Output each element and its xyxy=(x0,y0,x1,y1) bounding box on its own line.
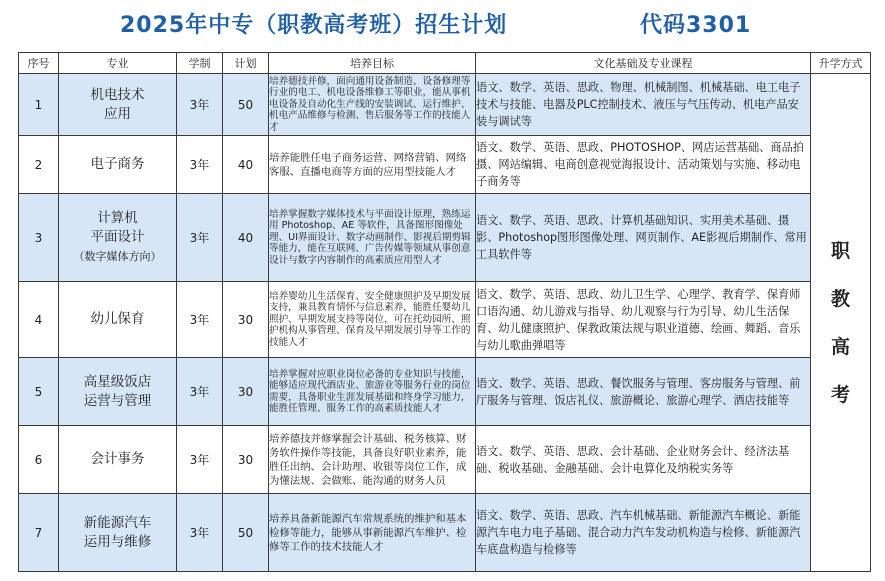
seq-cell: 7 xyxy=(19,494,59,572)
years-cell: 3年 xyxy=(177,194,223,282)
years-cell: 3年 xyxy=(177,136,223,194)
years-cell: 3年 xyxy=(177,282,223,358)
courses-cell: 语文、数学、英语、思政、计算机基础知识、实用美术基础、摄影、Photoshop图形图像处理、网页制作、AE影视后期制作、常用工具软件等 xyxy=(476,194,811,282)
seq-cell: 5 xyxy=(19,358,59,426)
major-name-line: 计算机 xyxy=(97,210,138,226)
major-name-line: 新能源汽车 xyxy=(83,514,152,531)
courses-cell: 语文、数学、英语、思政、物理、机械制图、机械基础、电工电子技术与技能、电器及PLC控制技术、液压与气压传动、机电产品安装与调试等 xyxy=(476,74,811,136)
major-name-line: 会计事务 xyxy=(90,451,145,467)
goal-cell: 培养具备新能源汽车常规系统的维护和基本检修等能力，能够从事新能源汽车维护、检修等工作的技术技能人才 xyxy=(269,494,476,572)
table-row xyxy=(19,494,871,572)
seq-cell: 6 xyxy=(19,426,59,494)
goal-cell: 培养掌握对应职业岗位必备的专业知识与技能，能够适应现代酒店业、旅游业等服务行业的岗位需要，具备职业生涯发展基础和终身学习能力，能胜任管理、服务工作的高素质技能人才 xyxy=(269,358,476,426)
table-row xyxy=(19,136,871,194)
major-name-line: 幼儿保育 xyxy=(90,311,145,327)
years-cell: 3年 xyxy=(177,494,223,572)
page-title: 2025年中专（职教高考班）招生计划 xyxy=(120,13,508,38)
col-header-years: 学制 xyxy=(177,53,223,74)
goal-cell: 培养掌握数字媒体技术与平面设计原理，熟练运用 Photoshop、AE 等软件，具备图形图像处理、UI界面设计、数字动画制作、影视后期剪辑等能力，能在互联网、广告传媒等领域从事创意设计与数字内容制作的高素质应用型人才 xyxy=(269,194,476,282)
table-row xyxy=(19,358,871,426)
col-header-path: 升学方式 xyxy=(811,53,871,74)
courses-cell: 语文、数学、英语、思政、幼儿卫生学、心理学、教育学、保育师口语沟通、幼儿游戏与指导、幼儿观察与行为引导、幼儿生活保育、幼儿健康照护、保教政策法规与职业道德、绘画、舞蹈、音乐与幼儿歌曲弹唱等 xyxy=(476,282,811,358)
admission-path-char: 教 xyxy=(830,287,850,310)
col-header-seq: 序号 xyxy=(19,53,59,74)
major-name-line: 平面设计 xyxy=(90,229,145,245)
seq-cell: 4 xyxy=(19,282,59,358)
col-header-courses: 文化基础及专业课程 xyxy=(476,53,811,74)
major-name-line: 机电技术 xyxy=(90,86,145,103)
count-cell: 40 xyxy=(223,136,269,194)
goal-cell: 培养能胜任电子商务运营、网络营销、网络客服、直播电商等方面的应用型技能人才 xyxy=(269,136,476,194)
count-cell: 30 xyxy=(223,282,269,358)
enrollment-table xyxy=(18,52,871,572)
col-header-goal: 培养目标 xyxy=(269,53,476,74)
admission-path-cell xyxy=(811,74,871,572)
count-cell: 30 xyxy=(223,426,269,494)
col-header-count: 计划 xyxy=(223,53,269,74)
table-row xyxy=(19,74,871,136)
courses-cell: 语文、数学、英语、思政、会计基础、企业财务会计、经济法基础、税收基础、金融基础、会计电算化及纳税实务等 xyxy=(476,426,811,494)
admission-path-char: 高 xyxy=(830,335,850,358)
major-cell xyxy=(59,282,177,358)
major-name-line: 运用与维修 xyxy=(83,533,152,550)
major-cell xyxy=(59,194,177,282)
major-cell xyxy=(59,136,177,194)
goal-cell: 培养德技并修掌握会计基础、税务核算、财务软件操作等技能，具备良好职业素养，能胜任出纳、会计助理、收银等岗位工作，成为懂法规、会做账、能沟通的财务人员 xyxy=(269,426,476,494)
major-cell xyxy=(59,494,177,572)
courses-cell: 语文、数学、英语、思政、餐饮服务与管理、客房服务与管理、前厅服务与管理、饭店礼仪、旅游概论、旅游心理学、酒店技能等 xyxy=(476,358,811,426)
col-header-major: 专业 xyxy=(59,53,177,74)
major-name-line: 电子商务 xyxy=(90,156,145,172)
table-row xyxy=(19,194,871,282)
table-header-row xyxy=(19,53,871,74)
table-row xyxy=(19,426,871,494)
courses-cell: 语文、数学、英语、思政、汽车机械基础、新能源汽车概论、新能源汽车电力电子基础、混合动力汽车发动机构造与检修、新能源汽车底盘构造与检修等 xyxy=(476,494,811,572)
major-cell xyxy=(59,358,177,426)
seq-cell: 2 xyxy=(19,136,59,194)
major-cell xyxy=(59,74,177,136)
table-row xyxy=(19,282,871,358)
goal-cell: 培养婴幼儿生活保育、安全健康照护及早期发展支持，兼具教育情怀与信息素养，能胜任婴幼儿照护、早期发展支持等岗位，可在托幼园所、照护机构从事管理、保育及早期发展引导等工作的技能人才 xyxy=(269,282,476,358)
major-name-line: 高星级饭店 xyxy=(83,373,152,390)
goal-cell: 培养德技并修，面向通用设备制造、设备修理等行业的电工、机电设备维修工等职业，能从事机电设备及自动化生产线的安装调试、运行维护、机电产品维修与检测、售后服务等工作的技能人才 xyxy=(269,74,476,136)
count-cell: 50 xyxy=(223,494,269,572)
count-cell: 30 xyxy=(223,358,269,426)
admission-path-char: 考 xyxy=(830,383,850,406)
major-sub-label: （数字媒体方向） xyxy=(73,250,162,263)
years-cell: 3年 xyxy=(177,358,223,426)
title-bar xyxy=(0,0,885,50)
admission-path-char: 职 xyxy=(830,239,850,262)
major-name-line: 应用 xyxy=(104,105,131,122)
years-cell: 3年 xyxy=(177,74,223,136)
count-cell: 40 xyxy=(223,194,269,282)
major-name-line: 运营与管理 xyxy=(83,392,152,409)
count-cell: 50 xyxy=(223,74,269,136)
seq-cell: 1 xyxy=(19,74,59,136)
years-cell: 3年 xyxy=(177,426,223,494)
enrollment-code: 代码3301 xyxy=(640,13,752,38)
seq-cell: 3 xyxy=(19,194,59,282)
major-cell xyxy=(59,426,177,494)
courses-cell: 语文、数学、英语、思政、PHOTOSHOP、网店运营基础、商品拍摄、网站编辑、电商创意视觉海报设计、活动策划与实施、移动电子商务等 xyxy=(476,136,811,194)
